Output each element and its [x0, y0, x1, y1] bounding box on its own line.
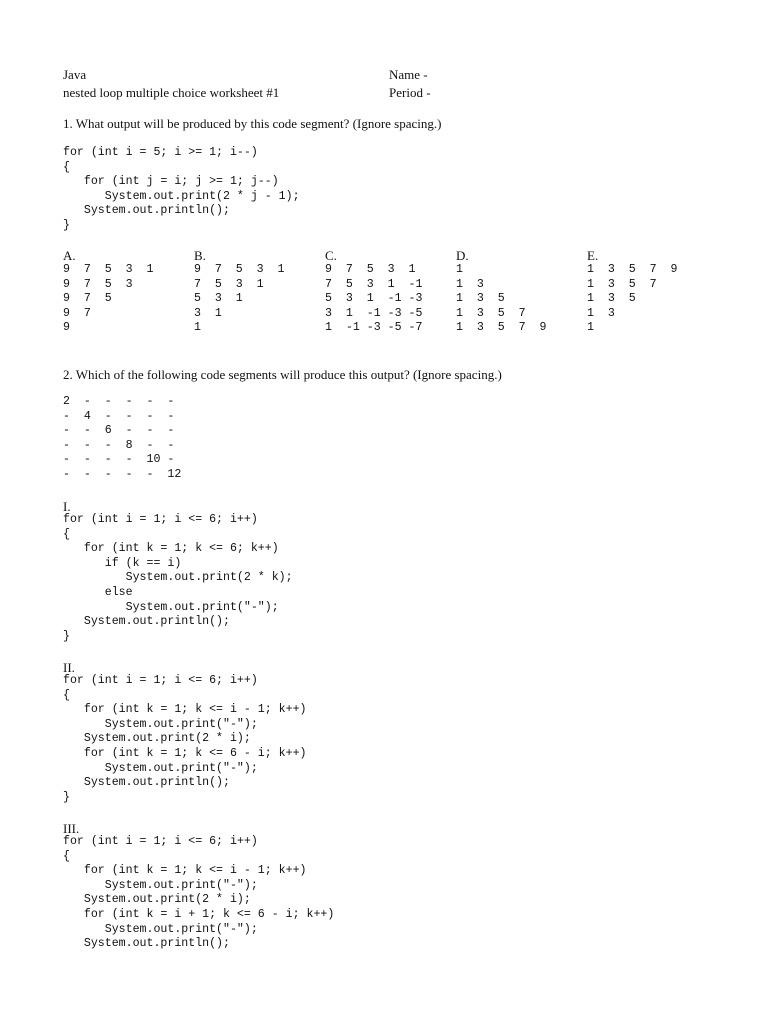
- course-label: Java: [63, 67, 87, 82]
- worksheet-title: nested loop multiple choice worksheet #1: [63, 85, 280, 100]
- choice-e-label: E.: [587, 248, 599, 263]
- choice-c-rows: 9 7 5 3 1 7 5 3 1 -1 5 3 1 -1 -3 3 1 -1 -3 -5 1 -1 -3 -5 -7: [325, 263, 423, 335]
- period-label: Period -: [389, 85, 431, 100]
- question-1-prompt: 1. What output will be produced by this code segment? (Ignore spacing.): [63, 116, 442, 131]
- option-i-label: I.: [63, 499, 71, 514]
- choice-d-rows: 1 1 3 1 3 5 1 3 5 7 1 3 5 7 9: [456, 263, 547, 335]
- choice-c-label: C.: [325, 248, 337, 263]
- choice-b-rows: 9 7 5 3 1 7 5 3 1 5 3 1 3 1 1: [194, 263, 285, 335]
- choice-e: [587, 248, 677, 336]
- choice-c: [325, 248, 422, 336]
- choice-d: [456, 248, 546, 336]
- choice-b-label: B.: [194, 248, 206, 263]
- option-ii-code: for (int i = 1; i <= 6; i++) { for (int k = 1; k <= i - 1; k++) System.out.print("-"); System.out.print(2 * i); for (int k = 1; k <= 6 - i; k++) System.out.print("-"); System.out.println(); }: [63, 674, 307, 804]
- option-ii-label: II.: [63, 660, 75, 675]
- question-1-code: for (int i = 5; i >= 1; i--) { for (int j = i; j >= 1; j--) System.out.print(2 * j - 1); System.out.println(); }: [63, 146, 300, 232]
- choice-a: [63, 248, 153, 336]
- question-2-prompt: 2. Which of the following code segments will produce this output? (Ignore spacing.): [63, 367, 502, 382]
- choice-e-rows: 1 3 5 7 9 1 3 5 7 1 3 5 1 3 1: [587, 263, 678, 335]
- question-2-output: 2 - - - - - - 4 - - - - - - 6 - - - - - - 8 - - - - - - 10 - - - - - - 12: [63, 395, 182, 481]
- choice-a-rows: 9 7 5 3 1 9 7 5 3 9 7 5 9 7 9: [63, 263, 154, 335]
- choice-d-label: D.: [456, 248, 469, 263]
- name-label: Name -: [389, 67, 428, 82]
- choice-b: [194, 248, 284, 336]
- option-iii-code: for (int i = 1; i <= 6; i++) { for (int k = 1; k <= i - 1; k++) System.out.print("-"); System.out.print(2 * i); for (int k = i + 1; k <= 6 - i; k++) System.out.print("-"); System.out.println();: [63, 835, 335, 951]
- option-iii-label: III.: [63, 821, 80, 836]
- option-i-code: for (int i = 1; i <= 6; i++) { for (int k = 1; k <= 6; k++) if (k == i) System.out.print(2 * k); else System.out.print("-"); System.out.println(); }: [63, 513, 293, 643]
- choice-a-label: A.: [63, 248, 76, 263]
